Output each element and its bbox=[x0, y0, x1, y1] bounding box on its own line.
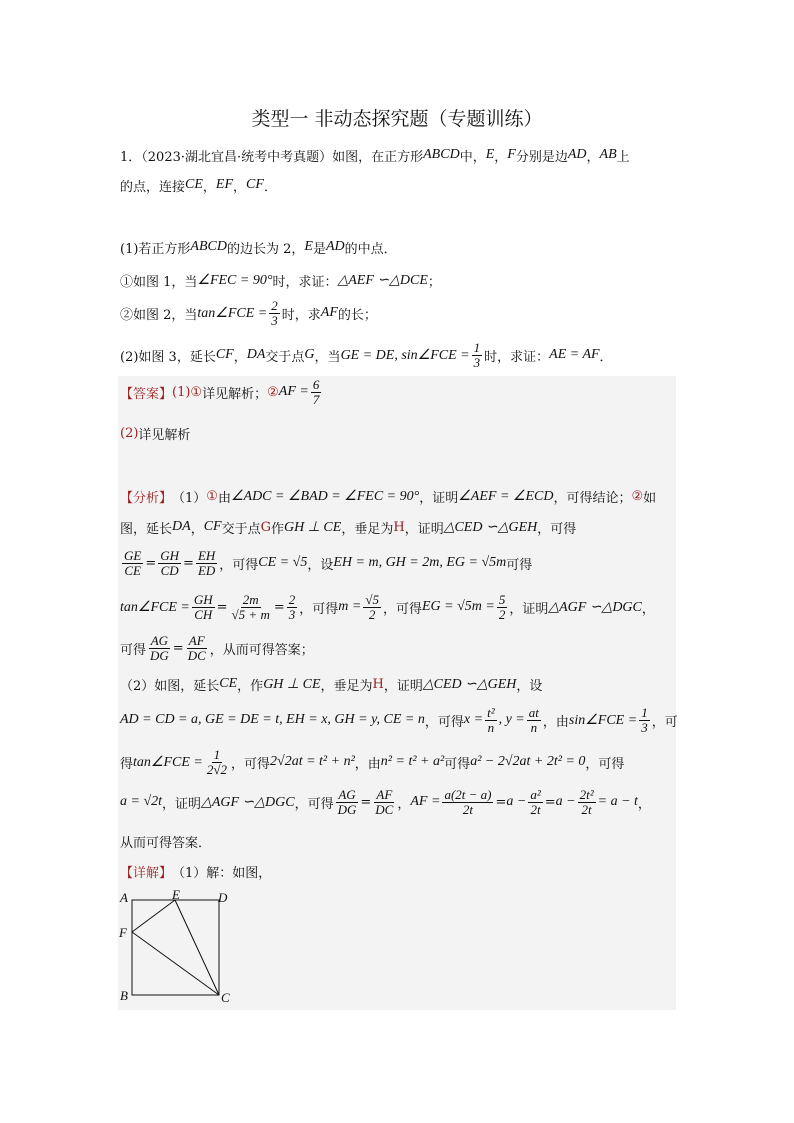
math-expression: n² = t² + a² bbox=[380, 754, 445, 769]
highlight-label: H bbox=[372, 676, 384, 692]
text: = bbox=[145, 555, 157, 571]
math-expression: a = √2t bbox=[120, 794, 163, 809]
text-line bbox=[120, 265, 441, 295]
text: ，可得 bbox=[382, 601, 422, 617]
text: 从而可得答案． bbox=[120, 835, 212, 851]
text-line bbox=[120, 747, 624, 777]
denominator: 2√2 bbox=[206, 761, 227, 777]
label-f: F bbox=[119, 925, 127, 940]
text: 时，求证： bbox=[272, 274, 338, 290]
math-expression: a − bbox=[506, 794, 527, 809]
text: (1)若正方形 bbox=[120, 241, 191, 257]
numerator: 2m bbox=[242, 591, 259, 607]
text: 中， bbox=[459, 149, 486, 165]
text: ， bbox=[586, 149, 600, 165]
fraction bbox=[196, 549, 217, 578]
text: 的中点． bbox=[344, 241, 397, 257]
fraction bbox=[122, 549, 143, 578]
text: ，由 bbox=[354, 756, 381, 772]
text: 1．（2023·湖北宜昌·统考中考真题）如图，在正方形 bbox=[120, 149, 424, 165]
text: ，由 bbox=[542, 714, 569, 730]
math-expression: △CED ∽△GEH bbox=[443, 519, 538, 535]
math-expression: EF bbox=[215, 177, 234, 192]
math-expression: 2√2at = t² + n² bbox=[270, 754, 355, 769]
denominator: DG bbox=[150, 647, 169, 663]
math-expression: tan∠FCE = bbox=[133, 754, 203, 770]
text: ，可得 bbox=[219, 557, 259, 573]
math-expression: AF bbox=[320, 305, 338, 320]
fraction bbox=[311, 378, 322, 407]
text: ， bbox=[233, 349, 247, 365]
label-b: B bbox=[120, 988, 128, 1003]
text: 时，求证： bbox=[484, 349, 550, 365]
text-line bbox=[120, 481, 656, 511]
label-a: A bbox=[120, 890, 128, 905]
text: = bbox=[183, 555, 194, 571]
text-line bbox=[120, 232, 397, 262]
fraction bbox=[186, 634, 208, 663]
text: ，证明 bbox=[419, 490, 459, 506]
highlight-label: ② bbox=[631, 488, 644, 504]
text: （2）如图，延长 bbox=[120, 678, 220, 694]
math-expression: = a − t bbox=[597, 794, 638, 809]
numerator: EH bbox=[197, 547, 216, 563]
highlight-label: (2) bbox=[120, 425, 139, 441]
numerator: 2 bbox=[288, 591, 296, 607]
math-expression: E bbox=[485, 147, 495, 162]
text-line bbox=[120, 418, 190, 448]
denominator: 2 bbox=[368, 606, 376, 622]
math-expression: △AGF ∽△DGC bbox=[201, 794, 295, 810]
text: ，可得 bbox=[537, 521, 577, 537]
denominator: 2t bbox=[581, 801, 592, 817]
math-expression: CF bbox=[246, 177, 264, 192]
math-expression: AF = bbox=[410, 794, 441, 809]
denominator: 3 bbox=[641, 719, 648, 735]
numerator: a(2t − a) bbox=[444, 786, 492, 802]
text-line bbox=[120, 140, 630, 170]
text: 详见解析 bbox=[138, 427, 191, 443]
page-title: 类型一 非动态探究题（专题训练） bbox=[251, 108, 543, 130]
segment-ec bbox=[175, 900, 219, 995]
text: ， bbox=[641, 601, 655, 617]
math-expression: ∠AEF = ∠ECD bbox=[458, 488, 554, 504]
numerator: a² bbox=[530, 786, 541, 802]
math-expression: AF = bbox=[278, 384, 309, 399]
text: ． bbox=[599, 349, 613, 365]
text-line bbox=[120, 548, 532, 578]
text: ，可得结论； bbox=[553, 490, 632, 506]
fraction bbox=[269, 299, 280, 328]
math-expression: EG = √5m = bbox=[421, 599, 495, 614]
numerator: GH bbox=[160, 547, 180, 563]
denominator: DC bbox=[187, 647, 206, 663]
text: 可得 bbox=[120, 642, 147, 658]
math-expression: m = bbox=[338, 599, 362, 614]
label-d: D bbox=[218, 890, 228, 905]
label-e: E bbox=[172, 890, 180, 902]
highlight-label: 【详解】 bbox=[120, 865, 173, 881]
fraction bbox=[472, 341, 483, 370]
denominator: n bbox=[530, 719, 538, 735]
fraction bbox=[442, 788, 493, 817]
text: ，设 bbox=[516, 678, 543, 694]
text-line bbox=[120, 377, 323, 407]
highlight-label: (1)① bbox=[172, 384, 203, 400]
fraction bbox=[527, 706, 541, 735]
math-expression: GH ⊥ CE bbox=[263, 676, 321, 692]
highlight-label: ① bbox=[206, 488, 218, 504]
text: ， bbox=[202, 179, 216, 195]
numerator: 2 bbox=[271, 297, 278, 313]
text: ，从而可得答案； bbox=[209, 642, 314, 658]
text: ； bbox=[427, 274, 441, 290]
text: = bbox=[216, 599, 228, 615]
text: （1）解：如图， bbox=[172, 865, 272, 881]
text-line bbox=[120, 856, 271, 886]
text: ，证明 bbox=[404, 521, 444, 537]
text-line bbox=[120, 298, 377, 328]
fraction bbox=[158, 549, 181, 578]
text: 图，延长 bbox=[120, 521, 173, 537]
math-expression: △AEF ∽△DCE bbox=[337, 272, 428, 288]
math-expression: CE = √5 bbox=[258, 555, 308, 570]
fraction bbox=[497, 593, 508, 622]
text: 的点，连接 bbox=[120, 179, 186, 195]
text-line bbox=[120, 512, 576, 542]
text: 作 bbox=[271, 521, 285, 537]
math-expression: x = bbox=[463, 712, 484, 727]
text-line bbox=[120, 705, 678, 735]
text: = bbox=[273, 599, 285, 615]
fraction bbox=[230, 593, 272, 622]
numerator: 2t² bbox=[579, 786, 594, 802]
label-c: C bbox=[221, 990, 230, 1005]
numerator: 1 bbox=[213, 746, 221, 762]
denominator: DG bbox=[337, 801, 357, 817]
math-expression: , y = bbox=[498, 712, 525, 727]
text-line bbox=[120, 592, 655, 622]
text: ，可得 bbox=[424, 714, 464, 730]
highlight-label: 【分析】 bbox=[120, 490, 173, 506]
text: ，当 bbox=[314, 349, 341, 365]
math-expression: CF bbox=[215, 347, 234, 362]
fraction bbox=[205, 748, 229, 777]
denominator: √5 + m bbox=[231, 606, 270, 622]
text: （1） bbox=[172, 490, 207, 506]
math-expression: GE = DE, sin∠FCE = bbox=[340, 347, 470, 363]
denominator: CD bbox=[160, 562, 179, 578]
text: ， bbox=[190, 521, 204, 537]
math-expression: AE = AF bbox=[549, 347, 600, 362]
math-expression: ∠FEC = 90° bbox=[197, 272, 273, 288]
denominator: CE bbox=[124, 562, 141, 578]
segment-fe bbox=[132, 900, 175, 932]
math-expression: ABCD bbox=[190, 239, 227, 254]
math-expression: GH ⊥ CE bbox=[284, 519, 342, 535]
text: ，证明 bbox=[383, 678, 423, 694]
numerator: at bbox=[528, 704, 539, 720]
denominator: 2t bbox=[530, 801, 541, 817]
text-line bbox=[120, 340, 613, 370]
denominator: 3 bbox=[271, 312, 278, 328]
text: ①如图 1，当 bbox=[120, 274, 198, 290]
fraction bbox=[192, 593, 215, 622]
highlight-label: ② bbox=[267, 384, 279, 400]
text: ． bbox=[263, 179, 277, 195]
denominator: 7 bbox=[312, 391, 320, 407]
math-expression: tan∠FCE = bbox=[197, 305, 268, 321]
math-expression: tan∠FCE = bbox=[120, 599, 190, 615]
text: 可得 bbox=[444, 756, 471, 772]
square-abcd bbox=[132, 900, 219, 995]
text: 详见解析； bbox=[202, 386, 268, 402]
text: ，可得 bbox=[585, 756, 625, 772]
text-line bbox=[120, 170, 277, 200]
math-expression: CE bbox=[219, 676, 238, 691]
math-expression: △AGF ∽△DGC bbox=[548, 599, 642, 615]
math-expression: EH = m, GH = 2m, EG = √5m bbox=[333, 555, 507, 570]
math-expression: CF bbox=[203, 519, 222, 534]
numerator: AG bbox=[150, 632, 169, 648]
text: ， bbox=[637, 796, 651, 812]
text: (2)如图 3，延长 bbox=[120, 349, 216, 365]
text: ， bbox=[397, 796, 411, 812]
math-expression: a² − 2√2at + 2t² = 0 bbox=[470, 754, 586, 769]
text: ， bbox=[233, 179, 247, 195]
numerator: 5 bbox=[498, 591, 506, 607]
text: 是 bbox=[312, 241, 326, 257]
denominator: CH bbox=[194, 606, 213, 622]
text: ，作 bbox=[237, 678, 264, 694]
text: 如 bbox=[643, 490, 657, 506]
math-expression: E bbox=[304, 239, 313, 254]
fraction bbox=[336, 788, 359, 817]
denominator: 2 bbox=[498, 606, 506, 622]
denominator: ED bbox=[197, 562, 216, 578]
denominator: 3 bbox=[473, 354, 481, 370]
text-line bbox=[120, 787, 651, 817]
text: 可得 bbox=[506, 557, 533, 573]
text: ，可得 bbox=[231, 756, 271, 772]
numerator: √5 bbox=[365, 591, 379, 607]
text: 的边长为 2， bbox=[226, 241, 305, 257]
fraction bbox=[373, 788, 395, 817]
numerator: AF bbox=[188, 632, 205, 648]
text: = bbox=[495, 794, 507, 810]
text: 时，求 bbox=[281, 307, 321, 323]
fraction bbox=[287, 593, 298, 622]
text-line bbox=[120, 633, 314, 663]
text: 得 bbox=[120, 756, 134, 772]
text: ，设 bbox=[307, 557, 334, 573]
math-expression: AD bbox=[567, 147, 587, 162]
math-expression: G bbox=[304, 347, 315, 362]
math-expression: F bbox=[507, 147, 516, 162]
text: 由 bbox=[217, 490, 231, 506]
text: 交于点 bbox=[265, 349, 305, 365]
square-diagram bbox=[118, 890, 238, 1005]
numerator: 1 bbox=[473, 339, 481, 355]
math-expression: sin∠FCE = bbox=[568, 712, 638, 728]
numerator: AF bbox=[376, 786, 393, 802]
text: 上 bbox=[616, 149, 630, 165]
math-expression: △CED ∽△GEH bbox=[422, 676, 517, 692]
text: ，证明 bbox=[162, 796, 202, 812]
text: 分别是边 bbox=[515, 149, 568, 165]
text: ， bbox=[494, 149, 508, 165]
text: = bbox=[360, 794, 372, 810]
math-expression: DA bbox=[246, 347, 266, 362]
numerator: 6 bbox=[312, 376, 320, 392]
text: = bbox=[544, 794, 556, 810]
denominator: 2t bbox=[462, 801, 474, 817]
text: ，可得 bbox=[299, 601, 339, 617]
math-expression: ABCD bbox=[423, 147, 460, 162]
math-expression: ∠ADC = ∠BAD = ∠FEC = 90° bbox=[230, 488, 420, 504]
text: = bbox=[172, 640, 184, 656]
numerator: t² bbox=[487, 704, 495, 720]
math-expression: AB bbox=[599, 147, 617, 162]
text-line bbox=[120, 826, 211, 856]
segment-fc bbox=[132, 932, 219, 995]
denominator: DC bbox=[375, 801, 394, 817]
numerator: GE bbox=[124, 547, 142, 563]
math-expression: a − bbox=[555, 794, 576, 809]
text-line bbox=[120, 669, 542, 699]
highlight-label: H bbox=[393, 519, 405, 535]
fraction bbox=[578, 788, 596, 817]
denominator: n bbox=[487, 719, 495, 735]
fraction bbox=[148, 634, 171, 663]
numerator: AG bbox=[338, 786, 356, 802]
text: ，可得 bbox=[294, 796, 334, 812]
text: ，垂足为 bbox=[341, 521, 394, 537]
text: ，可 bbox=[651, 714, 678, 730]
math-expression: DA bbox=[172, 519, 191, 534]
math-expression: AD bbox=[325, 239, 345, 254]
fraction bbox=[485, 706, 497, 735]
text: ，垂足为 bbox=[320, 678, 373, 694]
numerator: GH bbox=[193, 591, 213, 607]
denominator: 3 bbox=[288, 606, 296, 622]
text: 交于点 bbox=[221, 521, 261, 537]
fraction bbox=[363, 593, 381, 622]
numerator: 1 bbox=[641, 704, 648, 720]
fraction bbox=[528, 788, 542, 817]
text: ，证明 bbox=[509, 601, 549, 617]
highlight-label: G bbox=[260, 519, 271, 535]
fraction bbox=[639, 706, 650, 735]
text: ②如图 2，当 bbox=[120, 307, 198, 323]
text: 的长； bbox=[337, 307, 377, 323]
math-expression: AD = CD = a, GE = DE = t, EH = x, GH = y, CE = n bbox=[120, 712, 425, 727]
math-expression: CE bbox=[185, 177, 203, 192]
highlight-label: 【答案】 bbox=[120, 386, 173, 402]
